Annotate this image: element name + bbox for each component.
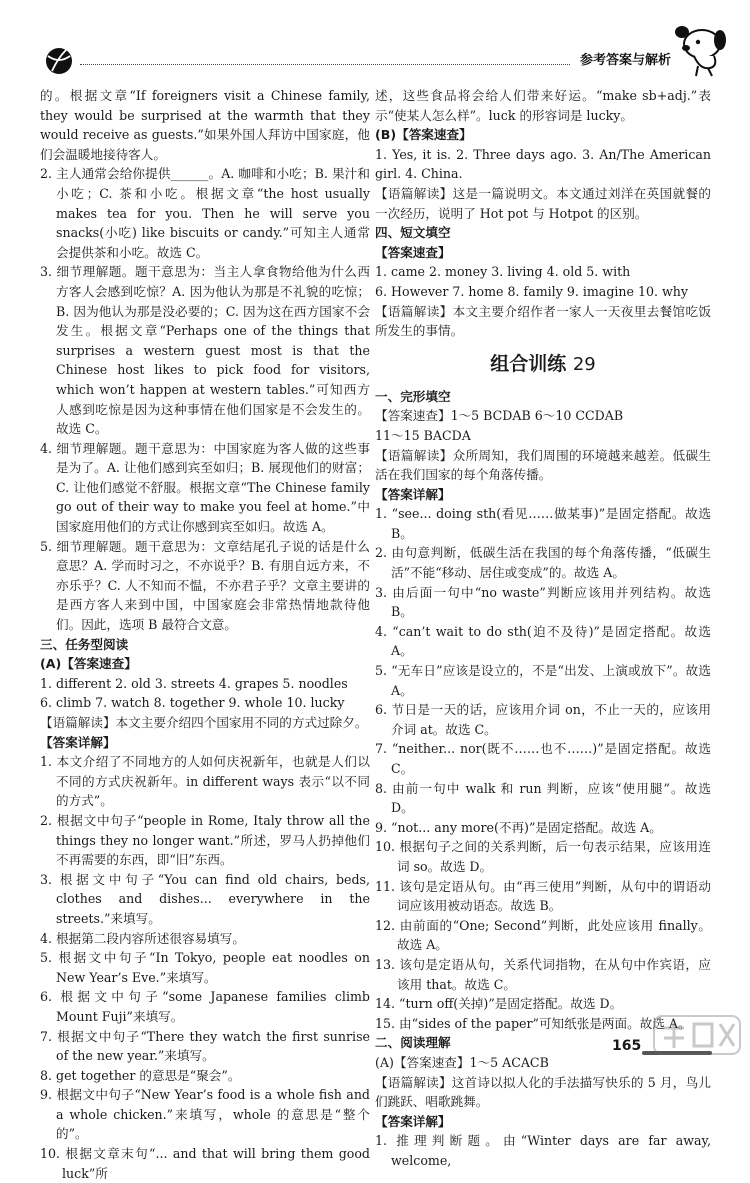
answer-item: 1. 本文介绍了不同地方的人如何庆祝新年，也就是人们以不同的方式庆祝新年。in different ways 表示“以不同的方式”。	[40, 754, 370, 809]
answer-item: 5. “无车日”应该是设立的，不是“出发、上演或放下”。故选 A。	[375, 663, 711, 698]
answer-item: 10. 根据文章末句“... and that will bring them good luck”所	[40, 1146, 370, 1181]
answer-item: 8. get together 的意思是“聚会”。	[40, 1067, 241, 1083]
text-paragraph: 的。根据文章“If foreigners visit a Chinese family, they would be surprised at the warmth that they would receive as guests.”如果外国人拜访中国家庭，他们会温暖地接待客人。	[40, 88, 370, 162]
answer-item: 2. 根据文中句子“people in Rome, Italy throw all the things they no longer want.”所述，罗马人扔掉他们不再需要的东西，即“旧”东西。	[40, 812, 370, 868]
answer-label: 【答案详解】	[375, 486, 451, 502]
answer-item: 7. 根据文中句子“There they watch the first sunrise of the new year.”来填写。	[40, 1028, 370, 1064]
section-heading: 三、任务型阅读	[40, 636, 129, 652]
answer-item: 6. 根据文中句子“some Japanese families climb Mount Fuji”来填写。	[40, 989, 370, 1024]
answer-item: 9. “not... any more(不再)”是固定搭配。故选 A。	[375, 819, 662, 835]
text-paragraph: 【答案速查】1～5 BCDAB 6～10 CCDAB	[375, 408, 624, 424]
answer-item: 13. 该句是定语从句，关系代词指物，在从句中作宾语，应该用 that。故选 C。	[375, 956, 711, 992]
watermark-stamp	[650, 1010, 745, 1060]
section-title-text: 组合训练	[490, 352, 567, 375]
answer-item: 1. 推理判断题。由“Winter days are far away, welcome,	[375, 1133, 711, 1168]
answer-item: 8. 由前一句中 walk 和 run 判断，应该“使用腿”。故选 D。	[375, 780, 711, 816]
answer-item: 6. 节日是一天的话，应该用介词 on，不止一天的，应该用介词 at。故选 C。	[375, 702, 711, 737]
answer-label: 【答案速查】	[375, 244, 451, 260]
left-column	[40, 86, 370, 1183]
text-paragraph: 1. came 2. money 3. living 4. old 5. with	[375, 264, 631, 280]
text-paragraph: 【语篇解读】本文主要介绍作者一家人一天夜里去餐馆吃饭所发生的事情。	[375, 303, 711, 339]
text-paragraph: 1. different 2. old 3. streets 4. grapes 5. noodles	[40, 675, 348, 691]
answer-label: 【答案详解】	[375, 1113, 451, 1129]
answer-item: 4. “can’t wait to do sth(迫不及待)”是固定搭配。故选 A。	[375, 623, 711, 659]
answer-item: 5. 细节理解题。题干意思为：文章结尾孔子说的话是什么意思？A. 学而时习之，不亦说乎？B. 有朋自远方来，不亦乐乎？C. 人不知而不愠，不亦君子乎？文章主要讲的是西方客人来到中国，中国家庭会非常热情地款待他们。因此，选项 B 最符合文意。	[40, 538, 370, 633]
section-heading: 四、短文填空	[375, 225, 451, 241]
text-paragraph: 【语篇解读】这首诗以拟人化的手法描写快乐的 5 月，鸟儿们跳跃、唱歌跳舞。	[375, 1074, 711, 1110]
answer-label: (A)【答案速查】	[40, 656, 137, 672]
text-paragraph: 【语篇解读】这是一篇说明文。本文通过刘洋在英国就餐的一次经历，说明了 Hot pot 与 Hotpot 的区别。	[375, 185, 711, 221]
basketball-icon	[44, 46, 74, 76]
text-paragraph: 11～15 BACDA	[375, 427, 471, 443]
answer-item: 11. 该句是定语从句。由“再三使用”判断，从句中的谓语动词应该用被动语态。故选 B。	[375, 878, 711, 914]
section-heading: 一、完形填空	[375, 388, 451, 404]
text-paragraph: 6. However 7. home 8. family 9. imagine 10. why	[375, 283, 689, 299]
answer-item: 3. 根据文中句子“You can find old chairs, beds, clothes and dishes... everywhere in the streets.”来填写。	[40, 871, 370, 926]
answer-item: 3. 由后面一句中“no waste”判断应该用并列结构。故选 B。	[375, 584, 711, 620]
answer-item: 15. 由“sides of the paper”可知纸张是两面。故选 A。	[375, 1015, 691, 1031]
answer-item: 14. “turn off(关掉)”是固定搭配。故选 D。	[375, 996, 623, 1012]
section-title	[375, 341, 711, 387]
section-heading: 二、阅读理解	[375, 1035, 451, 1051]
answer-item: 5. 根据文中句子“In Tokyo, people eat noodles on New Year’s Eve.”来填写。	[40, 950, 370, 985]
answer-item: 9. 根据文中句子“New Year’s food is a whole fish and a whole chicken.”来填写，whole 的意思是“整个的”。	[40, 1087, 370, 1142]
header-title: 参考答案与解析	[580, 53, 672, 68]
answer-label: 【答案详解】	[40, 734, 116, 750]
page-number: 165	[612, 1038, 642, 1054]
text-paragraph: 1. Yes, it is. 2. Three days ago. 3. An/The American girl. 4. China.	[375, 146, 711, 182]
answer-item: 10. 根据句子之间的关系判断，后一句表示结果，应该用连词 so。故选 D。	[375, 839, 711, 874]
answer-label: (B)【答案速查】	[375, 127, 472, 143]
header-rule	[80, 64, 570, 65]
answer-item: 2. 由句意判断，低碳生活在我国的每个角落传播，“低碳生活”不能“移动、居住或变成”的。故选 A。	[375, 545, 711, 581]
answer-item: 3. 细节理解题。题干意思为：当主人拿食物给他为什么西方客人会感到吃惊？A. 因为他认为那是不礼貌的吃惊；B. 因为他认为那是没必要的；C. 因为这在西方国家不会发生。根据文章“Perhaps one of the things that surprises a western guest most is that the Chinese host likes to pick food for visitors, which won’t happen at western tables.”可知西方人感到吃惊是因为这种事情在他们国家是不会发生的。故选 C。	[40, 264, 370, 437]
section-title-number: 29	[572, 353, 596, 375]
page-header	[0, 0, 750, 80]
answer-item: 4. 根据第二段内容所述很容易填写。	[40, 930, 245, 946]
answer-item: 4. 细节理解题。题干意思为：中国家庭为客人做的这些事是为了。A. 让他们感到宾至如归；B. 展现他们的财富；C. 让他们感觉不舒服。根据文章“The Chinese family go out of their way to make you feel at home.”中国家庭用他们的方式让你感到宾至如归。故选 A。	[40, 440, 370, 535]
text-paragraph: 述，这些食品将会给人们带来好运。“make sb+adj.”表示“使某人怎么样”。luck 的形容词是 lucky。	[375, 88, 711, 123]
answer-item: 2. 主人通常会给你提供______。A. 咖啡和小吃；B. 果汁和小吃；C. 茶和小吃。根据文章“the host usually makes tea for you. Then he will serve you snacks(小吃) like biscuits or candy.”可知主人通常会提供茶和小吃。故选 C。	[40, 166, 370, 260]
snoopy-mascot-icon	[668, 22, 732, 78]
answer-item: 1. “see... doing sth(看见……做某事)”是固定搭配。故选 B。	[375, 506, 711, 541]
text-paragraph: 【语篇解读】本文主要介绍四个国家用不同的方式过除夕。	[40, 715, 368, 730]
text-paragraph: (A)【答案速查】1～5 ACACB	[375, 1054, 549, 1070]
answer-item: 12. 由前面的“One; Second”判断，此处应该用 finally。故选 A。	[375, 917, 711, 953]
answer-item: 7. “neither... nor(既不……也不……)”是固定搭配。故选 C。	[375, 741, 711, 776]
right-column	[375, 86, 711, 1170]
text-paragraph: 【语篇解读】众所周知，我们周围的环境越来越差。低碳生活在我们国家的每个角落传播。	[375, 447, 711, 483]
text-paragraph: 6. climb 7. watch 8. together 9. whole 10. lucky	[40, 695, 345, 711]
